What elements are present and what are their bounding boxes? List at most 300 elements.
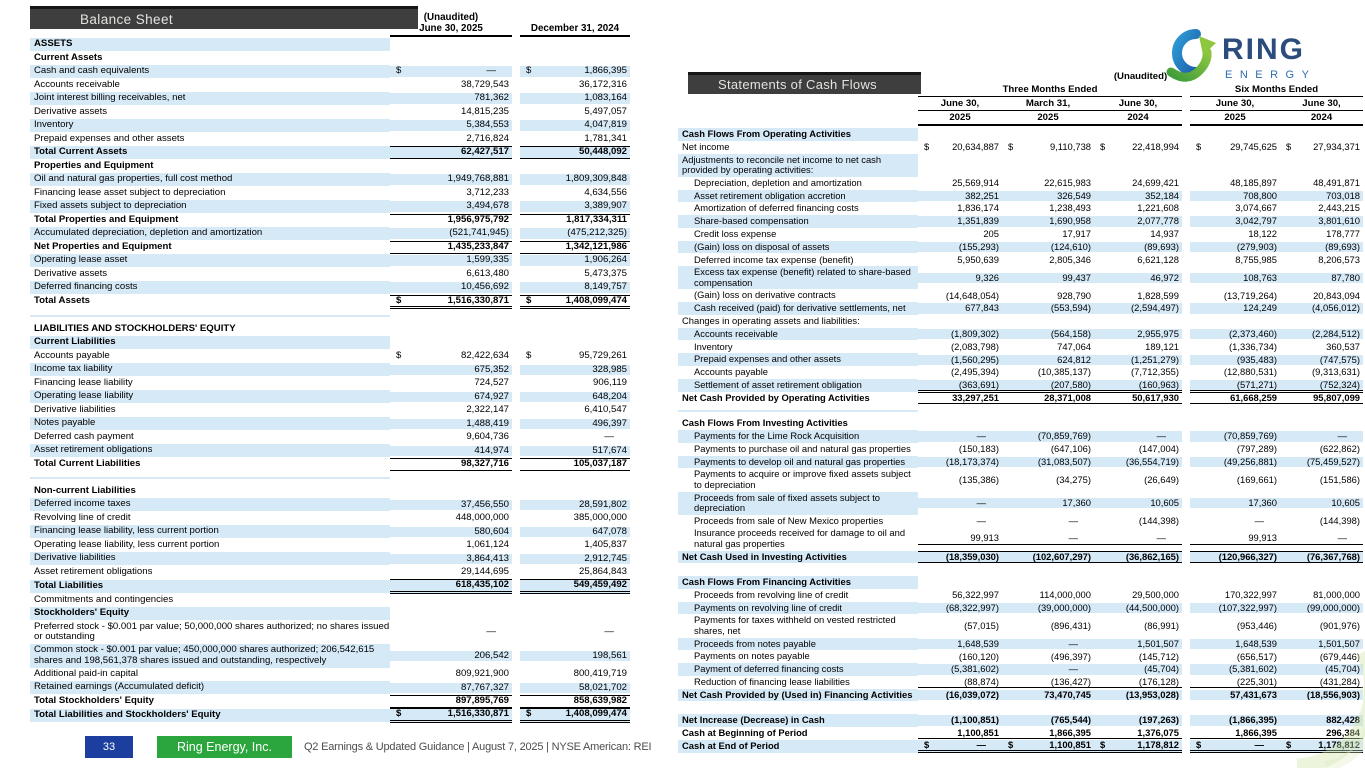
row-label: Net Cash Provided by (Used in) Financing Activities bbox=[678, 689, 918, 702]
row-label: Financing lease asset subject to depreciation bbox=[34, 186, 226, 198]
row-value: (36,862,165) bbox=[1094, 551, 1182, 563]
row-value: (2,495,394) bbox=[951, 366, 999, 378]
row-value: 414,974 bbox=[390, 446, 512, 457]
row-value: (86,991) bbox=[1144, 619, 1179, 631]
row-label: Net income bbox=[682, 140, 730, 152]
table-row bbox=[678, 602, 1363, 615]
row-value: (363,691) bbox=[918, 380, 1002, 391]
row-value: $ 1,866,395 bbox=[520, 66, 630, 77]
row-value: 170,322,997 bbox=[1224, 589, 1277, 601]
table-row bbox=[30, 579, 630, 594]
logo-subtext: ENERGY bbox=[1225, 69, 1317, 81]
row-label: Settlement of asset retirement obligation bbox=[678, 379, 918, 392]
row-value: 1,866,395 bbox=[1190, 728, 1280, 739]
row-value: (1,251,279) bbox=[1094, 355, 1182, 365]
table-row bbox=[30, 417, 630, 431]
row-label: Proceeds from sale of fixed assets subject to depreciation bbox=[678, 492, 918, 515]
table-row bbox=[678, 663, 1363, 676]
row-label: Cash received (paid) for derivative settlements, net bbox=[678, 302, 918, 315]
row-value: (13,719,264) bbox=[1223, 289, 1277, 301]
row-label: Operating lease liability, less current portion bbox=[34, 538, 220, 550]
row-value: 8,149,757 bbox=[520, 282, 630, 293]
row-value: 809,921,900 bbox=[455, 668, 509, 679]
table-row bbox=[678, 141, 1363, 154]
row-value: (197,263) bbox=[1094, 715, 1182, 725]
row-value: (70,859,769) bbox=[1002, 431, 1094, 441]
row-value: (44,500,000) bbox=[1094, 603, 1182, 613]
row-label: Common stock - $0.001 par value; 450,000,000 shares authorized; 206,542,615 shares and 198,561,378 shares issued and outstanding, respectively bbox=[30, 644, 390, 667]
row-value: 677,843 bbox=[918, 303, 1002, 313]
dollar-sign: $ bbox=[1100, 141, 1106, 153]
row-value: 56,322,997 bbox=[952, 589, 999, 601]
table-row bbox=[30, 295, 630, 310]
row-value: (18,173,374) bbox=[918, 457, 1002, 467]
row-value: 382,251 bbox=[918, 191, 1002, 201]
table-row bbox=[678, 417, 1363, 430]
row-value: (49,256,881) bbox=[1190, 457, 1280, 467]
row-value: — bbox=[604, 431, 614, 443]
row-value: 108,763 bbox=[1190, 273, 1280, 283]
row-value: (39,000,000) bbox=[1002, 603, 1094, 613]
row-value: 800,419,719 bbox=[573, 668, 627, 679]
table-row bbox=[30, 485, 630, 499]
row-value: 897,895,769 bbox=[390, 695, 512, 708]
row-value: 3,042,797 bbox=[1190, 216, 1280, 226]
table-row bbox=[678, 456, 1363, 469]
row-value: $ 1,516,330,871 bbox=[390, 295, 512, 310]
row-label: Total Liabilities bbox=[30, 580, 390, 593]
row-value: 205 bbox=[983, 228, 999, 240]
table-row bbox=[678, 443, 1363, 456]
row-value: 28,371,008 bbox=[1002, 392, 1094, 404]
row-value: 882,428 bbox=[1280, 715, 1363, 725]
col-date: June 30, bbox=[1094, 97, 1182, 111]
row-value: (75,459,527) bbox=[1280, 457, 1363, 467]
row-value: 8,755,985 bbox=[1235, 253, 1277, 265]
row-value: 1,648,539 bbox=[918, 639, 1002, 649]
swoosh-icon bbox=[1171, 34, 1216, 77]
row-label: ASSETS bbox=[30, 38, 390, 51]
row-value: (10,385,137) bbox=[1037, 366, 1091, 378]
row-label: Joint interest billing receivables, net bbox=[30, 92, 390, 105]
row-value: 3,389,907 bbox=[520, 201, 630, 212]
row-value: 18,122 bbox=[1248, 228, 1277, 240]
row-value: 3,801,610 bbox=[1280, 216, 1363, 226]
row-value: 87,780 bbox=[1280, 273, 1363, 283]
table-row bbox=[30, 621, 630, 644]
table-row bbox=[678, 740, 1363, 753]
row-label: Net Cash Used in Investing Activities bbox=[678, 551, 918, 564]
row-value: 105,037,187 bbox=[520, 458, 630, 471]
row-label: Accounts payable bbox=[34, 349, 110, 361]
table-row bbox=[678, 515, 1363, 528]
logo-wordmark: RING bbox=[1222, 33, 1305, 66]
row-value: (12,880,531) bbox=[1223, 366, 1277, 378]
table-row bbox=[30, 200, 630, 214]
row-value: 2,805,346 bbox=[1049, 253, 1091, 265]
row-value: 36,172,316 bbox=[578, 78, 627, 90]
balance-sheet-title: Balance Sheet bbox=[80, 11, 174, 27]
dollar-sign: $ bbox=[526, 350, 532, 362]
row-value: (953,446) bbox=[1236, 619, 1277, 631]
row-value: 3,074,667 bbox=[1235, 202, 1277, 214]
spacer-row bbox=[30, 471, 630, 485]
table-row bbox=[30, 552, 630, 566]
table-row bbox=[678, 430, 1363, 443]
row-label: Cash at End of Period bbox=[678, 740, 918, 753]
table-row bbox=[678, 689, 1363, 702]
cash-flows-title: Statements of Cash Flows bbox=[718, 77, 877, 92]
row-value: 20,843,094 bbox=[1313, 289, 1360, 301]
row-value: 10,605 bbox=[1094, 498, 1182, 508]
table-row bbox=[30, 594, 630, 608]
row-value: $ — bbox=[918, 740, 1002, 753]
table-row bbox=[30, 681, 630, 695]
row-label: Accounts payable bbox=[694, 366, 769, 378]
row-value: 2,912,745 bbox=[520, 554, 630, 565]
table-row bbox=[678, 589, 1363, 602]
row-value: 296,384 bbox=[1280, 728, 1363, 739]
row-value: 385,000,000 bbox=[573, 512, 627, 524]
row-value: (36,554,719) bbox=[1094, 457, 1182, 467]
row-label: Credit loss expense bbox=[694, 227, 777, 239]
row-value: 708,800 bbox=[1190, 191, 1280, 201]
row-value: (207,580) bbox=[1002, 380, 1094, 391]
row-value: (57,015) bbox=[964, 619, 999, 631]
row-label: Financing lease liability, less current portion bbox=[30, 525, 390, 538]
row-value: 1,061,124 bbox=[466, 539, 509, 551]
dollar-sign: $ bbox=[396, 708, 402, 720]
row-value: 14,815,235 bbox=[460, 105, 509, 117]
row-value: 648,204 bbox=[520, 392, 630, 403]
row-value: 1,828,599 bbox=[1137, 289, 1179, 301]
row-value: 99,913 bbox=[1190, 533, 1280, 544]
table-row bbox=[30, 566, 630, 580]
row-value: 328,985 bbox=[520, 365, 630, 376]
row-value: (2,083,798) bbox=[951, 340, 999, 352]
row-value: — bbox=[604, 626, 614, 638]
row-value: 1,809,309,848 bbox=[520, 174, 630, 185]
row-label: Proceeds from notes payable bbox=[678, 638, 918, 651]
row-value: 81,000,000 bbox=[1313, 589, 1360, 601]
row-label: Cash and cash equivalents bbox=[30, 65, 390, 78]
row-value: 9,326 bbox=[918, 273, 1002, 283]
row-value: (18,556,903) bbox=[1280, 690, 1363, 700]
row-label: Proceeds from revolving line of credit bbox=[694, 588, 849, 600]
row-value: (901,976) bbox=[1319, 619, 1360, 631]
table-row bbox=[30, 607, 630, 621]
row-value: 58,021,702 bbox=[520, 683, 630, 694]
column-header-december-31-2024: December 31, 2024 bbox=[520, 23, 630, 37]
row-value: (151,586) bbox=[1319, 473, 1360, 485]
row-label: Total Current Assets bbox=[30, 146, 390, 159]
dollar-sign: $ bbox=[1286, 141, 1292, 153]
row-value: (571,271) bbox=[1190, 380, 1280, 391]
row-value: 61,668,259 bbox=[1190, 392, 1280, 404]
row-value: 3,494,678 bbox=[390, 201, 512, 212]
row-value: 24,699,421 bbox=[1132, 176, 1179, 188]
row-value: (1,336,734) bbox=[1229, 340, 1277, 352]
col-date: June 30, bbox=[1190, 97, 1280, 111]
spacer-row bbox=[678, 701, 1363, 714]
row-value: (679,446) bbox=[1319, 650, 1360, 662]
row-value: (1,560,295) bbox=[918, 355, 1002, 365]
row-label: Total Stockholders' Equity bbox=[34, 694, 154, 706]
row-label: Total Properties and Equipment bbox=[34, 213, 179, 225]
row-value: (99,000,000) bbox=[1280, 603, 1363, 613]
dollar-sign: $ bbox=[526, 708, 532, 720]
row-value: 114,000,000 bbox=[1039, 589, 1091, 601]
dollar-sign: $ bbox=[1196, 738, 1202, 750]
row-value: 1,342,121,986 bbox=[520, 241, 630, 254]
table-row bbox=[30, 431, 630, 445]
row-value: 624,812 bbox=[1002, 355, 1094, 365]
row-label: Payments for the Lime Rock Acquisition bbox=[678, 430, 918, 443]
table-row bbox=[678, 527, 1363, 550]
row-value: (2,594,497) bbox=[1094, 303, 1182, 313]
row-value: (279,903) bbox=[1190, 242, 1280, 252]
row-label: Cash Flows From Operating Activities bbox=[678, 128, 918, 141]
row-label: Insurance proceeds received for damage to oil and natural gas properties bbox=[694, 527, 906, 549]
row-value: (34,275) bbox=[1056, 473, 1091, 485]
row-label: Deferred financing costs bbox=[30, 281, 390, 294]
row-label: Asset retirement obligations bbox=[30, 444, 390, 457]
row-value: $ 1,408,099,474 bbox=[520, 708, 630, 723]
row-value: 1,351,839 bbox=[918, 216, 1002, 226]
row-value: 189,121 bbox=[1145, 340, 1179, 352]
row-value: 17,917 bbox=[1062, 228, 1091, 240]
row-value: 4,047,819 bbox=[520, 120, 630, 131]
row-value: 10,605 bbox=[1280, 498, 1363, 508]
table-row bbox=[30, 525, 630, 539]
table-row bbox=[678, 550, 1363, 563]
row-value: 1,866,395 bbox=[1002, 728, 1094, 739]
row-label: Derivative assets bbox=[34, 105, 108, 117]
table-row bbox=[678, 353, 1363, 366]
row-value: 1,083,164 bbox=[520, 93, 630, 104]
table-row bbox=[30, 404, 630, 418]
row-value: (76,367,768) bbox=[1280, 551, 1363, 563]
table-row bbox=[30, 38, 630, 52]
row-value: 674,927 bbox=[390, 392, 512, 403]
row-value: $ 1,408,099,474 bbox=[520, 295, 630, 310]
col-year: 2025 bbox=[918, 111, 1002, 126]
row-label: Deferred cash payment bbox=[34, 430, 134, 442]
col-date: June 30, bbox=[1280, 97, 1363, 111]
row-label: Revolving line of credit bbox=[34, 511, 131, 523]
slide-footer bbox=[85, 736, 651, 758]
row-value: 352,184 bbox=[1094, 191, 1182, 201]
row-value: 1,221,608 bbox=[1137, 202, 1179, 214]
table-row bbox=[678, 128, 1363, 141]
table-row bbox=[30, 323, 630, 337]
table-row bbox=[30, 512, 630, 526]
row-value: 1,599,335 bbox=[390, 255, 512, 266]
row-label: Cash Flows From Investing Activities bbox=[682, 417, 848, 429]
balance-sheet-table bbox=[30, 38, 630, 723]
table-row bbox=[678, 468, 1363, 491]
row-value: 326,549 bbox=[1002, 191, 1094, 201]
row-label: Commitments and contingencies bbox=[34, 593, 174, 605]
row-value: 17,360 bbox=[1002, 498, 1094, 508]
row-value: (647,106) bbox=[1050, 443, 1091, 455]
column-header-june-30-2025: June 30, 2025 bbox=[390, 23, 512, 37]
table-row bbox=[30, 146, 630, 160]
row-value: 46,972 bbox=[1094, 273, 1182, 283]
table-row bbox=[30, 336, 630, 350]
row-label: Properties and Equipment bbox=[34, 159, 154, 171]
row-label: Net Properties and Equipment bbox=[34, 240, 172, 252]
table-row bbox=[678, 202, 1363, 215]
table-row bbox=[30, 390, 630, 404]
row-value: $ 20,634,887 bbox=[924, 141, 999, 153]
row-value: 48,185,897 bbox=[1230, 176, 1277, 188]
row-label: Changes in operating assets and liabilities: bbox=[682, 315, 860, 327]
row-value: 2,077,778 bbox=[1094, 216, 1182, 226]
table-row bbox=[678, 315, 1363, 328]
row-value: 48,491,871 bbox=[1313, 176, 1360, 188]
row-value: $ — bbox=[1190, 740, 1280, 753]
row-value: 98,327,716 bbox=[390, 458, 512, 471]
row-value: 747,064 bbox=[1057, 340, 1091, 352]
row-value: (160,120) bbox=[958, 650, 999, 662]
balance-sheet-panel bbox=[30, 4, 630, 723]
row-value: 6,410,547 bbox=[584, 404, 627, 416]
table-row bbox=[30, 241, 630, 255]
company-name: Ring Energy, Inc. bbox=[157, 736, 292, 758]
row-value: 549,459,492 bbox=[520, 579, 630, 594]
row-label: Income tax liability bbox=[30, 363, 390, 376]
row-label: Asset retirement obligations bbox=[34, 565, 153, 577]
table-row bbox=[678, 266, 1363, 289]
row-value: 29,500,000 bbox=[1132, 589, 1179, 601]
table-row bbox=[678, 215, 1363, 228]
row-value: (45,704) bbox=[1280, 664, 1363, 674]
row-value: (797,289) bbox=[1236, 443, 1277, 455]
row-value: (2,284,512) bbox=[1280, 329, 1363, 339]
row-value: (475,212,325) bbox=[520, 228, 630, 239]
row-label: Additional paid-in capital bbox=[34, 667, 138, 679]
row-value: 5,950,639 bbox=[957, 253, 999, 265]
row-value: (747,575) bbox=[1280, 355, 1363, 365]
table-row bbox=[30, 644, 630, 667]
row-label: Excess tax expense (benefit) related to share-based compensation bbox=[678, 266, 918, 289]
row-value: (622,862) bbox=[1319, 443, 1360, 455]
table-row bbox=[30, 65, 630, 79]
table-row bbox=[30, 106, 630, 120]
row-label bbox=[678, 410, 918, 412]
row-value: 178,777 bbox=[1326, 228, 1360, 240]
row-label: Operating lease liability bbox=[30, 390, 390, 403]
col-year: 2025 bbox=[1002, 111, 1094, 126]
row-value: (136,427) bbox=[1002, 677, 1094, 688]
row-value: (102,607,297) bbox=[1002, 551, 1094, 563]
row-value: (225,301) bbox=[1190, 677, 1280, 688]
row-value: 57,431,673 bbox=[1190, 690, 1280, 700]
row-label: Net Cash Provided by Operating Activities bbox=[682, 391, 870, 403]
row-value: 38,729,543 bbox=[460, 78, 509, 90]
row-label: Cash at Beginning of Period bbox=[682, 727, 808, 739]
row-label: Accounts receivable bbox=[34, 78, 120, 90]
row-label: Total Assets bbox=[34, 295, 90, 307]
row-label: Proceeds from sale of New Mexico properties bbox=[694, 514, 884, 526]
row-value: (1,100,851) bbox=[918, 715, 1002, 725]
table-row bbox=[30, 363, 630, 377]
col-year: 2024 bbox=[1280, 111, 1363, 126]
table-row bbox=[678, 379, 1363, 392]
row-value: 1,956,975,792 bbox=[390, 214, 512, 226]
table-row bbox=[30, 539, 630, 553]
row-value: 1,690,958 bbox=[1002, 216, 1094, 226]
row-label: Accumulated depreciation, depletion and amortization bbox=[30, 227, 390, 240]
row-value: (5,381,602) bbox=[1190, 664, 1280, 674]
row-label: Deferred income tax expense (benefit) bbox=[694, 253, 854, 265]
row-value: $ 22,418,994 bbox=[1100, 141, 1179, 153]
row-value: 1,100,851 bbox=[918, 728, 1002, 739]
row-value: 618,435,102 bbox=[390, 579, 512, 594]
row-value: (896,431) bbox=[1050, 619, 1091, 631]
row-label: Asset retirement obligation accretion bbox=[678, 190, 918, 203]
row-value: 17,360 bbox=[1190, 498, 1280, 508]
row-label bbox=[30, 315, 390, 317]
row-value: (431,284) bbox=[1280, 677, 1363, 688]
row-value: 25,569,914 bbox=[952, 176, 999, 188]
row-value: 1,501,507 bbox=[1094, 639, 1182, 649]
table-row bbox=[678, 340, 1363, 353]
row-label: Payment of deferred financing costs bbox=[678, 663, 918, 676]
table-row bbox=[30, 708, 630, 723]
row-label: Payments to acquire or improve fixed assets subject to depreciation bbox=[694, 468, 911, 490]
table-row bbox=[30, 92, 630, 106]
table-row bbox=[678, 189, 1363, 202]
row-value: (935,483) bbox=[1190, 355, 1280, 365]
row-label: Prepaid expenses and other assets bbox=[678, 353, 918, 366]
row-value: (521,741,945) bbox=[390, 228, 512, 239]
table-row bbox=[30, 498, 630, 512]
row-value: $ — bbox=[390, 66, 512, 77]
row-label: Current Assets bbox=[34, 51, 103, 63]
row-value: 50,448,092 bbox=[520, 146, 630, 159]
row-value: 4,634,556 bbox=[584, 186, 627, 198]
row-value: 928,790 bbox=[1057, 289, 1091, 301]
row-value: (89,693) bbox=[1280, 242, 1363, 252]
row-value: 5,473,375 bbox=[584, 267, 627, 279]
row-value: 99,437 bbox=[1002, 273, 1094, 283]
row-value: — bbox=[976, 514, 986, 526]
row-value: 33,297,251 bbox=[918, 392, 1002, 404]
row-label bbox=[678, 569, 918, 571]
row-value: (144,398) bbox=[1138, 514, 1179, 526]
row-label: Prepaid expenses and other assets bbox=[34, 132, 185, 144]
row-label: Cash Flows From Financing Activities bbox=[678, 576, 918, 589]
row-value: 62,427,517 bbox=[390, 146, 512, 159]
balance-sheet-title-bar bbox=[30, 6, 418, 29]
row-value: (9,313,631) bbox=[1312, 366, 1360, 378]
row-value: 647,078 bbox=[520, 527, 630, 538]
row-value: (176,128) bbox=[1094, 677, 1182, 688]
row-value: — bbox=[918, 498, 1002, 508]
row-value: 675,352 bbox=[390, 365, 512, 376]
table-row bbox=[30, 214, 630, 228]
row-value: — bbox=[1002, 664, 1094, 674]
row-label: Payments for taxes withheld on vested restricted shares, net bbox=[694, 614, 896, 636]
row-value: 29,144,695 bbox=[460, 566, 509, 578]
row-label: Amortization of deferred financing costs bbox=[694, 202, 859, 214]
table-row bbox=[678, 228, 1363, 241]
dollar-sign: $ bbox=[1008, 141, 1014, 153]
row-value: $ 1,516,330,871 bbox=[390, 708, 512, 723]
row-value: 1,405,837 bbox=[584, 539, 627, 551]
